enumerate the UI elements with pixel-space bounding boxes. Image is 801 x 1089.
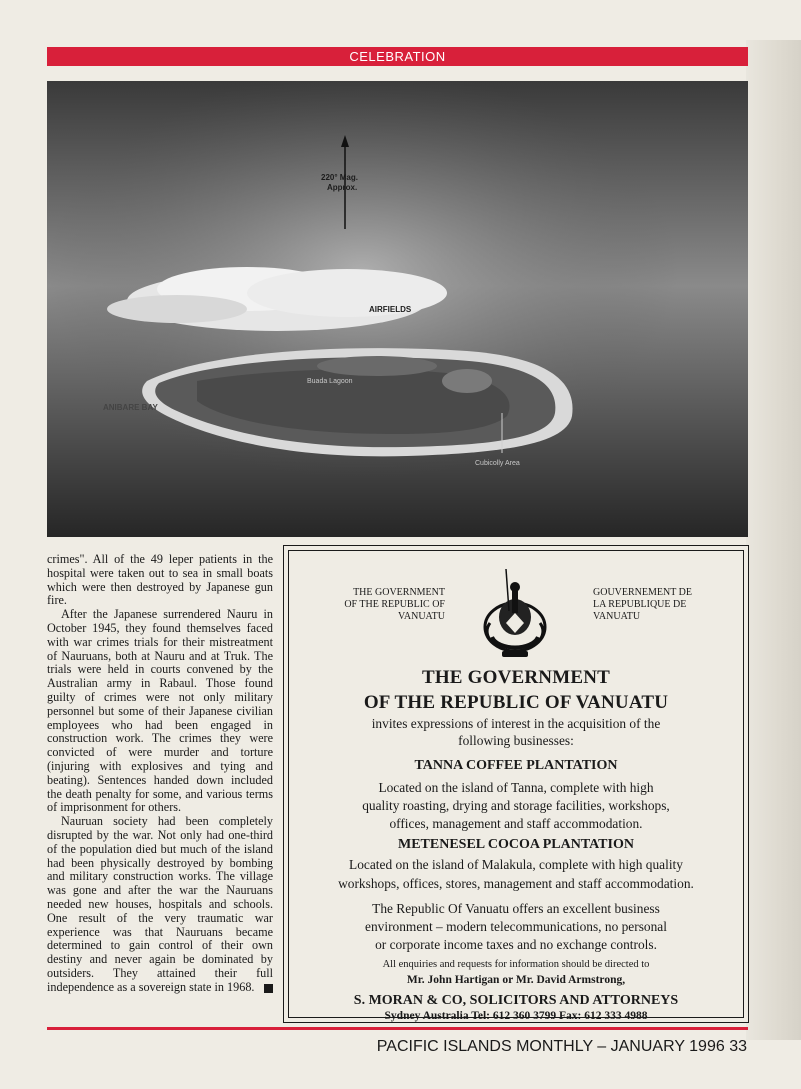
ad-invite-line1: invites expressions of interest in the acquisition of the [371, 716, 661, 731]
ad-right-line: GOUVERNEMENT DE [593, 587, 692, 598]
business-1-line: offices, management and staff accommodation. [389, 816, 643, 831]
vanuatu-coat-of-arms-icon [476, 565, 554, 661]
environment-line: or corporate income taxes and no exchange controls. [375, 937, 657, 952]
article-paragraph-text: Nauruan society had been completely disrupted by the war. Not only had one-third of the population died but much of the island had been physically destroyed by bombing and military construction works. The village was gone and after the war the Nauruans needed new houses, hospitals and schools. One result of the very traumatic war experience was that Nauruans became determined to gain control of their own destiny and never again be dominated by outsiders. They attained their full independence as a sovereign state in 1968. [47, 814, 273, 994]
article-paragraph: crimes". All of the 49 leper patients in the hospital were taken out to sea in small boats which were then destroyed by Japanese gun fire. [47, 552, 273, 608]
business-1-line: Located on the island of Tanna, complete with high [378, 780, 654, 795]
ad-title-line2: OF THE REPUBLIC OF VANUATU [363, 692, 669, 713]
enquiries-line: All enquiries and requests for information should be directed to [382, 959, 650, 970]
approx-label: Approx. [327, 183, 358, 192]
business-2-name: METENESEL COCOA PLANTATION [398, 837, 634, 852]
business-2-line: workshops, offices, stores, management and staff accommodation. [338, 876, 694, 891]
law-firm-name: S. MORAN & CO, SOLICITORS AND ATTORNEYS [353, 993, 679, 1008]
advertisement-inner-border [288, 550, 744, 1022]
article-column [47, 553, 273, 995]
page-footer: PACIFIC ISLANDS MONTHLY – JANUARY 1996 33 [376, 1038, 747, 1055]
business-2-line: Located on the island of Malakula, complete with high quality [349, 857, 683, 872]
contacts-line: Mr. John Hartigan or Mr. David Armstrong, [406, 974, 626, 986]
business-1-name: TANNA COFFEE PLANTATION [414, 758, 618, 773]
ad-left-line: THE GOVERNMENT [353, 587, 445, 598]
ad-title-line1: THE GOVERNMENT [421, 667, 611, 688]
article-paragraph: After the Japanese surrendered Nauru in October 1945, they found themselves faced with war crimes trials for their mistreatment of Nauruans, both at Nauru and at Truk. The trials were held in courts convened by the Australian army in Rabaul. Those found guilty of crimes were not only military personnel but some of their Japanese civilian employees who had been engaged in construction work. The crimes they were convicted of were murder and torture (injuring with explosives and tying and beating). Sentences handed down included the death penalty for some, and various terms of imprisonment for others. [47, 607, 273, 815]
vanuatu-advertisement [283, 545, 749, 1023]
footer-rule [47, 1027, 748, 1030]
end-of-article-mark [264, 984, 273, 993]
ad-right-line: LA REPUBLIQUE DE [593, 599, 687, 610]
environment-line: The Republic Of Vanuatu offers an excellent business [372, 901, 660, 916]
ad-french-heading [593, 587, 713, 623]
aerial-photo [47, 81, 748, 537]
cubicolly-area-label: Cubicolly Area [475, 460, 520, 467]
article-paragraph [47, 815, 273, 994]
contact-address: Sydney Australia Tel: 612 360 3799 Fax: 612 333 4988 [384, 1010, 648, 1022]
ad-left-line: VANUATU [397, 611, 445, 622]
facing-page-edge [746, 40, 801, 1040]
anibare-bay-label: ANIBARE BAY [103, 403, 158, 412]
business-1-line: quality roasting, drying and storage facilities, workshops, [362, 798, 670, 813]
ad-right-line: VANUATU [593, 611, 641, 622]
buada-lagoon-label: Buada Lagoon [307, 378, 353, 385]
section-banner: CELEBRATION [47, 47, 748, 66]
bearing-label: 220° Mag. [321, 173, 358, 182]
environment-line: environment – modern telecommunications, no personal [365, 919, 667, 934]
ad-left-line: OF THE REPUBLIC OF [344, 599, 445, 610]
ad-english-heading [335, 587, 445, 623]
ad-invite-line2: following businesses: [458, 733, 574, 748]
airfields-label: AIRFIELDS [369, 305, 412, 314]
